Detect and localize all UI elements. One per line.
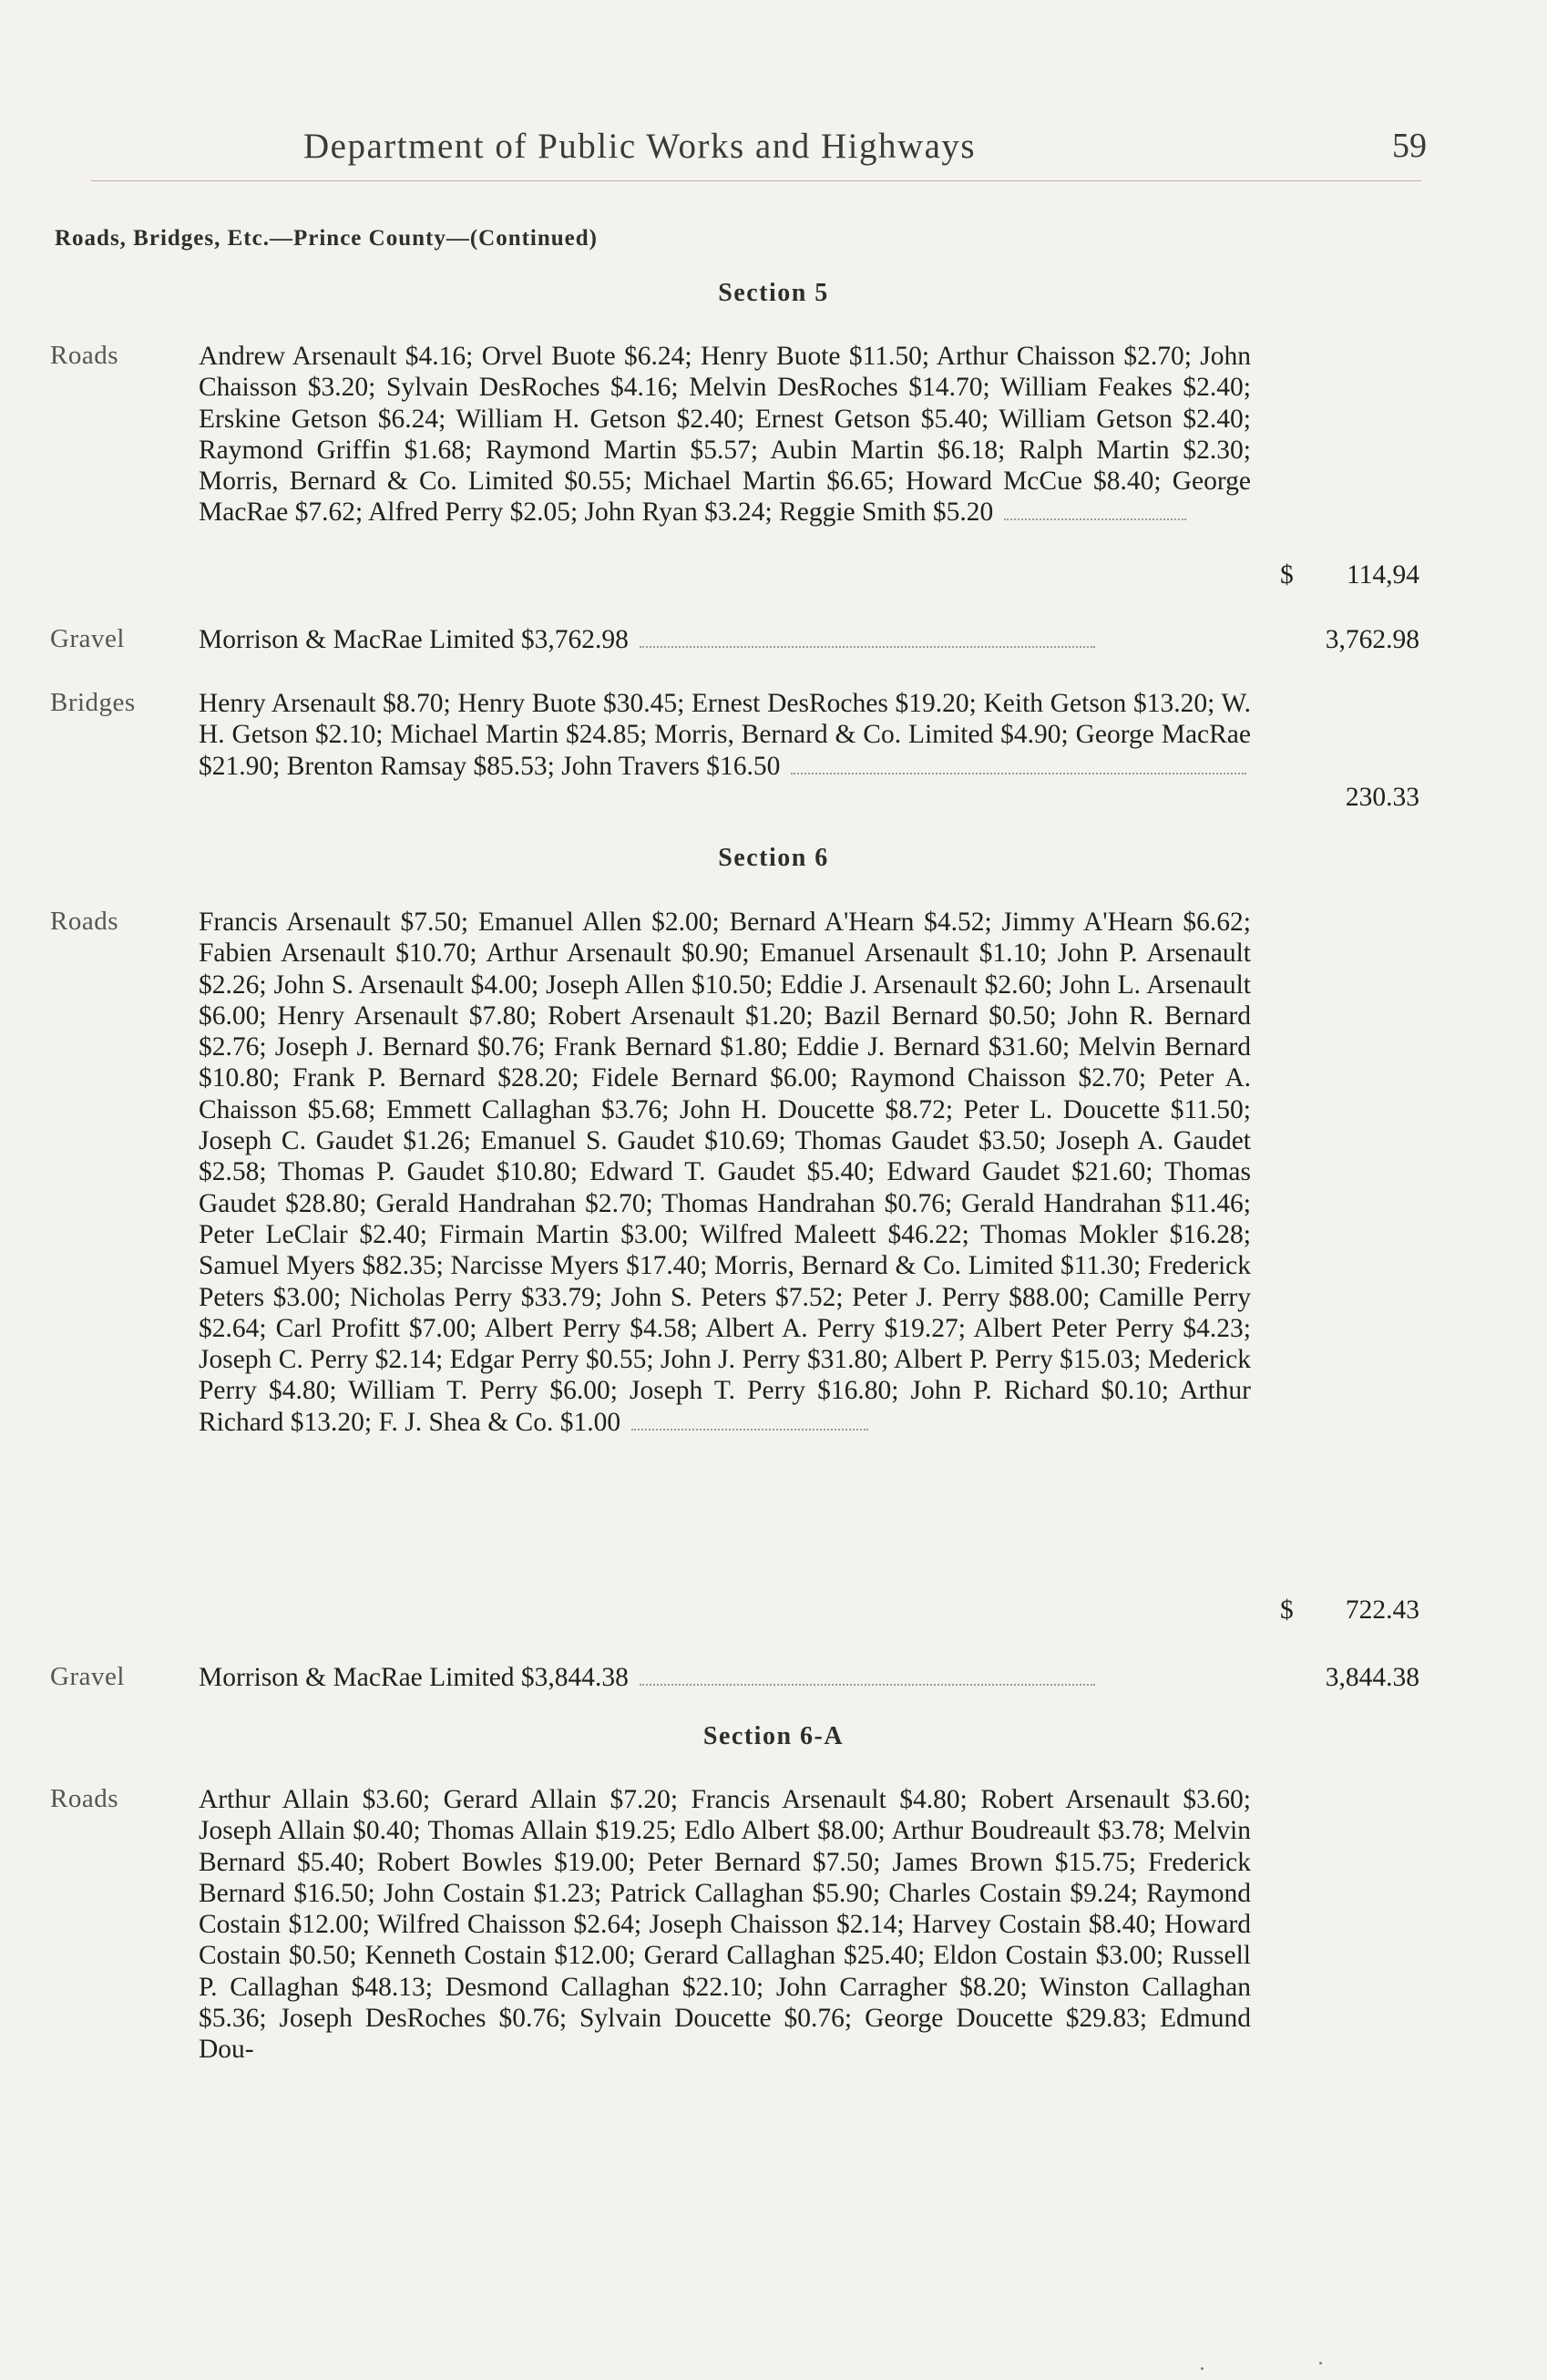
header-rule xyxy=(91,180,1421,181)
entry-text-content: Francis Arsenault $7.50; Emanuel Allen $2.00; Bernard A'Hearn $4.52; Jimmy A'Hearn $6.62; Fabien Arsenault $10.70; Arthur Arsenault $0.90; Emanuel Arsenault $1.10; John P. Arsenault $2.26; John S. Arsenault $4.00; Joseph Allen $10.50; Eddie J. Arsenault $2.60; John L. Arsenault $6.00; Henry Arsenault $7.80; Robert Arsenault $1.20; Bazil Bernard $0.50; John R. Bernard $2.76; Joseph J. Bernard $0.76; Frank Bernard $1.80; Eddie J. Bernard $31.60; Melvin Bernard $10.80; Frank P. Bernard $28.20; Fidele Bernard $6.00; Raymond Chaisson $2.70; Peter A. Chaisson $5.68; Emmett Callaghan $3.76; John H. Doucette $8.72; Peter L. Doucette $11.50; Joseph C. Gaudet $1.26; Emanuel S. Gaudet $10.69; Thomas Gaudet $3.50; Joseph A. Gaudet $2.58; Thomas P. Gaudet $10.80; Edward T. Gaudet $5.40; Edward Gaudet $21.60; Thomas Gaudet $28.80; Gerald Handrahan $2.70; Thomas Handrahan $0.76; Gerald Handrahan $11.46; Peter LeClair $2.40; Firmain Martin $3.00; Wilfred Maleett $46.22; Thomas Mokler $16.28; Samuel Myers $82.35; Narcisse Myers $17.40; Morris, Bernard & Co. Limited $11.30; Frederick Peters $3.00; Nicholas Perry $33.79; John S. Peters $7.52; Peter J. Perry $88.00; Camille Perry $2.64; Carl Profitt $7.00; Albert Perry $4.58; Albert A. Perry $19.27; Albert Peter Perry $4.23; Joseph C. Perry $2.14; Edgar Perry $0.55; John J. Perry $31.80; Albert P. Perry $15.03; Mederick Perry $4.80; William T. Perry $6.00; Joseph T. Perry $16.80; John P. Richard $0.10; Arthur Richard $13.20; F. J. Shea & Co. $1.00 xyxy=(199,908,1251,1437)
entry-text xyxy=(199,1662,1251,1693)
entry-text-content: Arthur Allain $3.60; Gerard Allain $7.20; Francis Arsenault $4.80; Robert Arsenault $3.60; Joseph Allain $0.40; Thomas Allain $19.25; Edlo Albert $8.00; Arthur Boudreault $3.78; Melvin Bernard $5.40; Robert Bowles $19.00; Peter Bernard $7.50; James Brown $15.75; Frederick Bernard $16.50; John Costain $1.23; Patrick Callaghan $5.90; Charles Costain $9.24; Raymond Costain $12.00; Wilfred Chaisson $2.64; Joseph Chaisson $2.14; Harvey Costain $8.40; Howard Costain $0.50; Kenneth Costain $12.00; Gerard Callaghan $25.40; Eldon Costain $3.00; Russell P. Callaghan $48.13; Desmond Callaghan $22.10; John Carragher $8.20; Winston Callaghan $5.36; Joseph DesRoches $0.76; Sylvain Doucette $0.76; George Doucette $29.83; Edmund Dou- xyxy=(199,1785,1251,2065)
dot-leader xyxy=(1004,518,1186,520)
entry-text xyxy=(199,907,1251,1438)
page-number: 59 xyxy=(1392,127,1427,165)
entry-label: Roads xyxy=(50,907,118,936)
entry-label: Bridges xyxy=(50,688,136,717)
entry-text-content: Andrew Arsenault $4.16; Orvel Buote $6.24; Henry Buote $11.50; Arthur Chaisson $2.70; John Chaisson $3.20; Sylvain DesRoches $4.16; Melvin DesRoches $14.70; William Feakes $2.40; Erskine Getson $6.24; William H. Getson $2.40; Ernest Getson $5.40; William Getson $2.40; Raymond Griffin $1.68; Raymond Martin $5.57; Aubin Martin $6.18; Ralph Martin $2.30; Morris, Bernard & Co. Limited $0.55; Michael Martin $6.65; Howard McCue $8.40; George MacRae $7.62; Alfred Perry $2.05; John Ryan $3.24; Reggie Smith $5.20 xyxy=(199,342,1251,528)
entry-text-content: Morrison & MacRae Limited $3,762.98 xyxy=(199,625,629,654)
entry-amount: 3,762.98 xyxy=(1325,625,1419,654)
entry-text xyxy=(199,1784,1251,2066)
entry-text-content: Morrison & MacRae Limited $3,844.38 xyxy=(199,1663,629,1692)
section-heading-6a: Section 6-A xyxy=(702,1722,845,1750)
page-header xyxy=(55,126,1427,173)
page-header-title: Department of Public Works and Highways xyxy=(303,127,977,166)
entry-amount: 722.43 xyxy=(1345,1595,1419,1625)
running-title: Roads, Bridges, Etc.—Prince County—(Continued) xyxy=(55,226,599,251)
entry-label: Roads xyxy=(50,1784,118,1813)
entry-text xyxy=(199,341,1251,528)
dot-leader xyxy=(640,645,1095,648)
print-speck xyxy=(1201,2367,1204,2370)
entry-currency: $ xyxy=(1280,560,1294,590)
dot-leader xyxy=(640,1683,1095,1686)
section-heading-6: Section 6 xyxy=(718,844,829,872)
entry-label: Gravel xyxy=(50,624,125,653)
entry-text xyxy=(199,624,1251,655)
entry-amount: 3,844.38 xyxy=(1325,1663,1419,1692)
entry-amount: 230.33 xyxy=(1345,783,1419,812)
entry-label: Gravel xyxy=(50,1662,125,1691)
dot-leader xyxy=(631,1428,868,1431)
print-speck xyxy=(1319,2362,1322,2365)
entry-currency: $ xyxy=(1280,1595,1294,1625)
entry-amount: 114,94 xyxy=(1346,560,1419,590)
entry-text xyxy=(199,688,1251,782)
dot-leader xyxy=(791,772,1246,775)
entry-text-content: Henry Arsenault $8.70; Henry Buote $30.45; Ernest DesRoches $19.20; Keith Getson $13.20; W. H. Getson $2.10; Michael Martin $24.85; Morris, Bernard & Co. Limited $4.90; George MacRae $21.90; Brenton Ramsay $85.53; John Travers $16.50 xyxy=(199,689,1251,781)
entry-label: Roads xyxy=(50,341,118,370)
section-heading-5: Section 5 xyxy=(718,279,829,307)
